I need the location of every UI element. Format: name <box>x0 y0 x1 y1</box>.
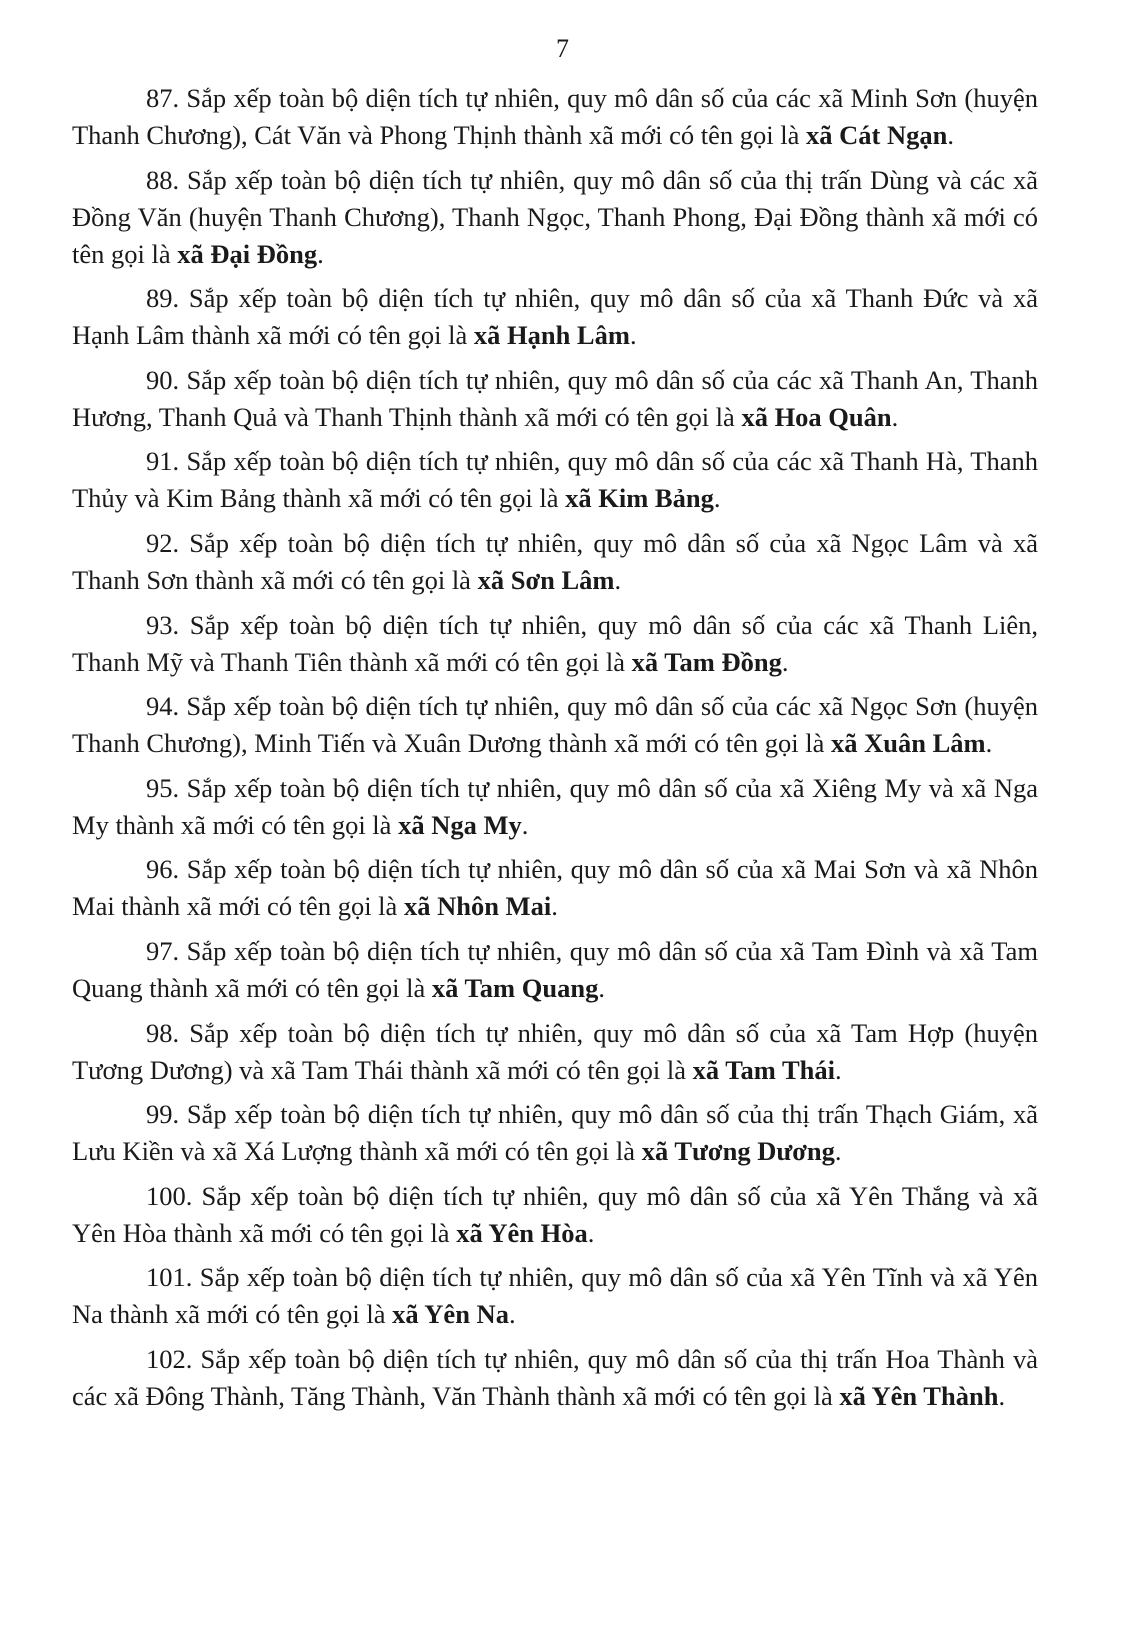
article-end: . <box>614 564 622 595</box>
article-88 <box>72 162 1038 273</box>
article-text: 89. Sắp xếp toàn bộ diện tích tự nhiên, quy mô dân số của xã Thanh Đức và xã Hạnh Lâm thành xã mới có tên gọi là <box>72 283 1038 351</box>
article-end: . <box>598 972 605 1003</box>
article-text: 87. Sắp xếp toàn bộ diện tích tự nhiên, quy mô dân số của các xã Minh Sơn (huyện Thanh Chương), Cát Văn và Phong Thịnh thành xã mới có tên gọi là <box>72 83 1038 150</box>
new-commune-name: xã Hạnh Lâm <box>473 320 630 351</box>
article-end: . <box>891 401 899 432</box>
article-text: 99. Sắp xếp toàn bộ diện tích tự nhiên, quy mô dân số của thị trấn Thạch Giám, xã Lưu Kiền và xã Xá Lượng thành xã mới có tên gọi là <box>72 1099 1038 1167</box>
article-92 <box>72 525 1038 599</box>
new-commune-name: xã Xuân Lâm <box>830 728 986 759</box>
new-commune-name: xã Yên Hòa <box>456 1217 588 1248</box>
article-text: 88. Sắp xếp toàn bộ diện tích tự nhiên, quy mô dân số của thị trấn Dùng và các xã Đồng Văn (huyện Thanh Chương), Thanh Ngọc, Thanh Phong, Đại Đồng thành xã mới có tên gọi là <box>72 164 1038 269</box>
article-end: . <box>998 1380 1006 1411</box>
article-90 <box>72 362 1038 436</box>
new-commune-name: xã Hoa Quân <box>741 401 892 432</box>
new-commune-name: xã Tam Đồng <box>631 646 782 677</box>
article-text: 90. Sắp xếp toàn bộ diện tích tự nhiên, quy mô dân số của các xã Thanh An, Thanh Hương, Thanh Quả và Thanh Thịnh thành xã mới có tên gọi là <box>72 364 1038 432</box>
article-text: 97. Sắp xếp toàn bộ diện tích tự nhiên, quy mô dân số của xã Tam Đình và xã Tam Quang thành xã mới có tên gọi là <box>72 935 1038 1003</box>
new-commune-name: xã Nga My <box>398 809 522 840</box>
new-commune-name: xã Tam Thái <box>692 1054 836 1085</box>
article-91 <box>72 443 1038 517</box>
article-94 <box>72 688 1038 762</box>
article-end: . <box>551 891 558 922</box>
article-101 <box>72 1259 1038 1333</box>
new-commune-name: xã Sơn Lâm <box>477 564 615 595</box>
article-end: . <box>508 1299 516 1330</box>
article-end: . <box>317 238 324 269</box>
article-text: 96. Sắp xếp toàn bộ diện tích tự nhiên, quy mô dân số của xã Mai Sơn và xã Nhôn Mai thành xã mới có tên gọi là <box>72 854 1038 922</box>
article-text: 94. Sắp xếp toàn bộ diện tích tự nhiên, quy mô dân số của các xã Ngọc Sơn (huyện Thanh Chương), Minh Tiến và Xuân Dương thành xã mới có tên gọi là <box>72 691 1038 759</box>
article-text: 98. Sắp xếp toàn bộ diện tích tự nhiên, quy mô dân số của xã Tam Hợp (huyện Tương Dương) và xã Tam Thái thành xã mới có tên gọi là <box>72 1017 1038 1085</box>
article-96 <box>72 851 1038 925</box>
article-end: . <box>947 120 954 150</box>
article-end: . <box>835 1054 842 1085</box>
new-commune-name: xã Yên Thành <box>839 1380 999 1411</box>
article-text: 95. Sắp xếp toàn bộ diện tích tự nhiên, quy mô dân số của xã Xiêng My và xã Nga My thành xã mới có tên gọi là <box>72 772 1038 840</box>
article-99 <box>72 1096 1038 1170</box>
article-93 <box>72 607 1038 681</box>
article-end: . <box>713 483 721 514</box>
new-commune-name: xã Kim Bảng <box>565 483 714 514</box>
article-text: 93. Sắp xếp toàn bộ diện tích tự nhiên, quy mô dân số của các xã Thanh Liên, Thanh Mỹ và Thanh Tiên thành xã mới có tên gọi là <box>72 609 1038 677</box>
article-end: . <box>985 728 993 759</box>
article-text: 92. Sắp xếp toàn bộ diện tích tự nhiên, quy mô dân số của xã Ngọc Lâm và xã Thanh Sơn thành xã mới có tên gọi là <box>72 527 1038 595</box>
article-text: 102. Sắp xếp toàn bộ diện tích tự nhiên, quy mô dân số của thị trấn Hoa Thành và các xã Đông Thành, Tăng Thành, Văn Thành thành xã mới có tên gọi là <box>72 1343 1038 1411</box>
article-text: 101. Sắp xếp toàn bộ diện tích tự nhiên, quy mô dân số của xã Yên Tĩnh và xã Yên Na thành xã mới có tên gọi là <box>72 1262 1038 1330</box>
article-end: . <box>587 1217 595 1248</box>
document-body <box>72 80 1038 1423</box>
article-end: . <box>781 646 789 677</box>
article-end: . <box>629 320 637 351</box>
new-commune-name: xã Tương Dương <box>641 1136 835 1167</box>
page-number: 7 <box>556 34 569 63</box>
new-commune-name: xã Nhôn Mai <box>403 891 552 922</box>
article-text: 91. Sắp xếp toàn bộ diện tích tự nhiên, quy mô dân số của các xã Thanh Hà, Thanh Thủy và Kim Bảng thành xã mới có tên gọi là <box>72 446 1038 514</box>
article-95 <box>72 770 1038 844</box>
article-87 <box>72 80 1038 154</box>
article-98 <box>72 1015 1038 1089</box>
new-commune-name: xã Tam Quang <box>431 972 599 1003</box>
new-commune-name: xã Đại Đồng <box>177 238 318 269</box>
article-102 <box>72 1341 1038 1415</box>
new-commune-name: xã Cát Ngạn <box>806 120 948 150</box>
article-89 <box>72 280 1038 354</box>
article-100 <box>72 1178 1038 1252</box>
article-end: . <box>834 1136 842 1167</box>
article-text: 100. Sắp xếp toàn bộ diện tích tự nhiên, quy mô dân số của xã Yên Thắng và xã Yên Hòa thành xã mới có tên gọi là <box>72 1180 1038 1248</box>
new-commune-name: xã Yên Na <box>392 1299 509 1330</box>
article-97 <box>72 933 1038 1007</box>
article-end: . <box>521 809 529 840</box>
